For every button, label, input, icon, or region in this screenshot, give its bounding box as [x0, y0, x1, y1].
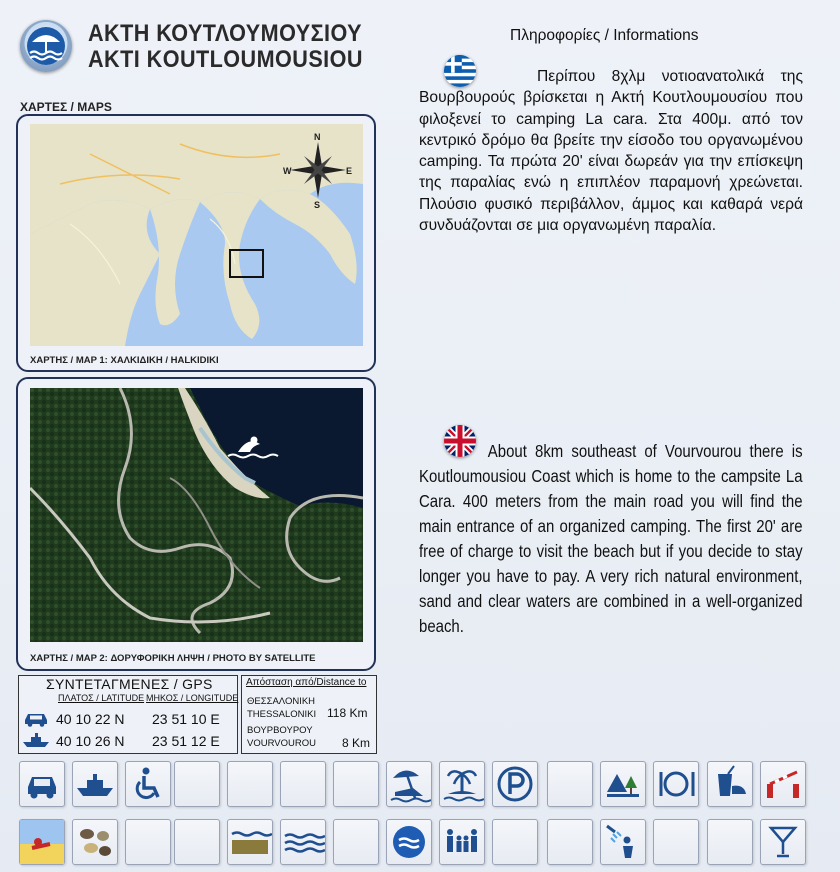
- amenity-parking-icon[interactable]: [492, 761, 538, 807]
- map2-caption: ΧΑΡΤΗΣ / MAP 2: ΔΟΡΥΦΟΡΙΚΗ ΛΗΨΗ / PHOTO BY SATELLITE: [30, 653, 316, 664]
- compass-w: W: [283, 166, 292, 176]
- longitude-header: ΜΗΚΟΣ / LONGITUDE: [146, 693, 239, 703]
- amenity-empty-slot: [280, 761, 326, 807]
- vourvourou-greek: ΒΟΥΡΒΟΥΡΟΥ: [247, 725, 313, 736]
- amenity-snack-bar-icon[interactable]: [707, 761, 753, 807]
- amenity-cocktail-icon[interactable]: [760, 819, 806, 865]
- amenity-pebbles-icon[interactable]: [72, 819, 118, 865]
- amenity-empty-slot: [174, 819, 220, 865]
- amenity-barrier-icon[interactable]: [760, 761, 806, 807]
- amenity-empty-slot: [227, 761, 273, 807]
- map-halkidiki[interactable]: [30, 124, 363, 346]
- logo: [20, 20, 72, 72]
- car-latitude: 40 10 22 N: [56, 711, 125, 727]
- maps-section-label: ΧΑΡΤΕΣ / MAPS: [20, 100, 112, 114]
- car-icon: [22, 711, 50, 732]
- amenity-restaurant-icon[interactable]: [653, 761, 699, 807]
- amenity-island-icon[interactable]: [439, 761, 485, 807]
- english-description-text: About 8km southeast of Vourvourou there is Koutloumousiou Coast which is home to the campsite La Cara. 400 meters from the main road you will find the main entrance of an organized camping. The first 20' are free of charge to visit the beach but if you decide to stay longer you have to pay. A very rich natural environment, sand and clear waters are combined in a well-organized beach.: [419, 441, 803, 636]
- amenity-shower-icon[interactable]: [600, 819, 646, 865]
- amenity-empty-slot: [174, 761, 220, 807]
- compass-s: S: [314, 200, 321, 210]
- compass-e: E: [346, 166, 353, 176]
- amenity-blue-flag-icon[interactable]: [386, 819, 432, 865]
- thessaloniki-distance: 118 Km: [327, 706, 368, 720]
- page-title-latin: AKTI KOUTLOUMOUSIOU: [88, 46, 363, 73]
- english-description: [419, 439, 803, 639]
- car-longitude: 23 51 10 E: [152, 711, 220, 727]
- boat-icon: [22, 731, 50, 754]
- amenity-empty-slot: [547, 819, 593, 865]
- amenity-car-icon[interactable]: [19, 761, 65, 807]
- amenity-empty-slot: [492, 819, 538, 865]
- thessaloniki-greek: ΘΕΣΣΑΛΟΝΙΚΗ: [247, 696, 316, 707]
- gps-title: ΣΥΝΤΕΤΑΓΜΕΝΕΣ / GPS: [46, 676, 213, 692]
- amenity-camping-icon[interactable]: [600, 761, 646, 807]
- latitude-header: ΠΛΑΤΟΣ / LATITUDE: [58, 693, 145, 703]
- vourvourou-distance: 8 Km: [342, 736, 371, 750]
- amenity-empty-slot: [653, 819, 699, 865]
- amenity-boat-icon[interactable]: [72, 761, 118, 807]
- amenity-wheelchair-icon[interactable]: [125, 761, 171, 807]
- distance-title: Απόσταση από/Distance to: [246, 677, 367, 688]
- amenity-umbrella-sunbed-icon[interactable]: [386, 761, 432, 807]
- map1-caption: ΧΑΡΤΗΣ / MAP 1: ΧΑΛΚΙΔΙΚΗ / HALKIDIKI: [30, 355, 219, 366]
- amenity-family-icon[interactable]: [439, 819, 485, 865]
- amenity-empty-slot: [333, 761, 379, 807]
- thessaloniki-latin: THESSALONIKI: [247, 709, 317, 720]
- map-satellite[interactable]: [30, 388, 363, 642]
- amenity-sand-icon[interactable]: [227, 819, 273, 865]
- amenity-empty-slot: [547, 761, 593, 807]
- amenity-empty-slot: [333, 819, 379, 865]
- info-heading: Πληροφορίες / Informations: [510, 27, 699, 44]
- compass-n: N: [314, 132, 321, 142]
- amenity-waves-icon[interactable]: [280, 819, 326, 865]
- greek-description: [419, 66, 803, 236]
- vourvourou-latin: VOURVOUROU: [247, 738, 316, 749]
- amenity-sunbathing-icon[interactable]: [19, 819, 65, 865]
- amenity-empty-slot: [707, 819, 753, 865]
- greek-description-text: Περίπου 8χλμ νοτιοανατολικά της Βουρβουρούς βρίσκεται η Ακτή Κουτλουμουσίου που φιλοξενεί το camping La cara. Στα 400μ. από τον κεντρικό δρόμο θα βρείτε την είσοδο του οργανωμένου camping. Τα πρώτα 20' είναι δωρεάν για την επίσκεψη της παραλίας ενώ η επιπλέον παραμονή χρεώνεται. Πλούσιο φυσικό περιβάλλον, άμμος και καθαρά νερά συνδυάζονται σε μια οργανωμένη παραλία.: [419, 68, 803, 235]
- page-title-greek: ΑΚΤΗ ΚΟΥΤΛΟΥΜΟΥΣΙΟΥ: [88, 20, 362, 47]
- amenity-empty-slot: [125, 819, 171, 865]
- boat-latitude: 40 10 26 N: [56, 733, 125, 749]
- boat-longitude: 23 51 12 E: [152, 733, 220, 749]
